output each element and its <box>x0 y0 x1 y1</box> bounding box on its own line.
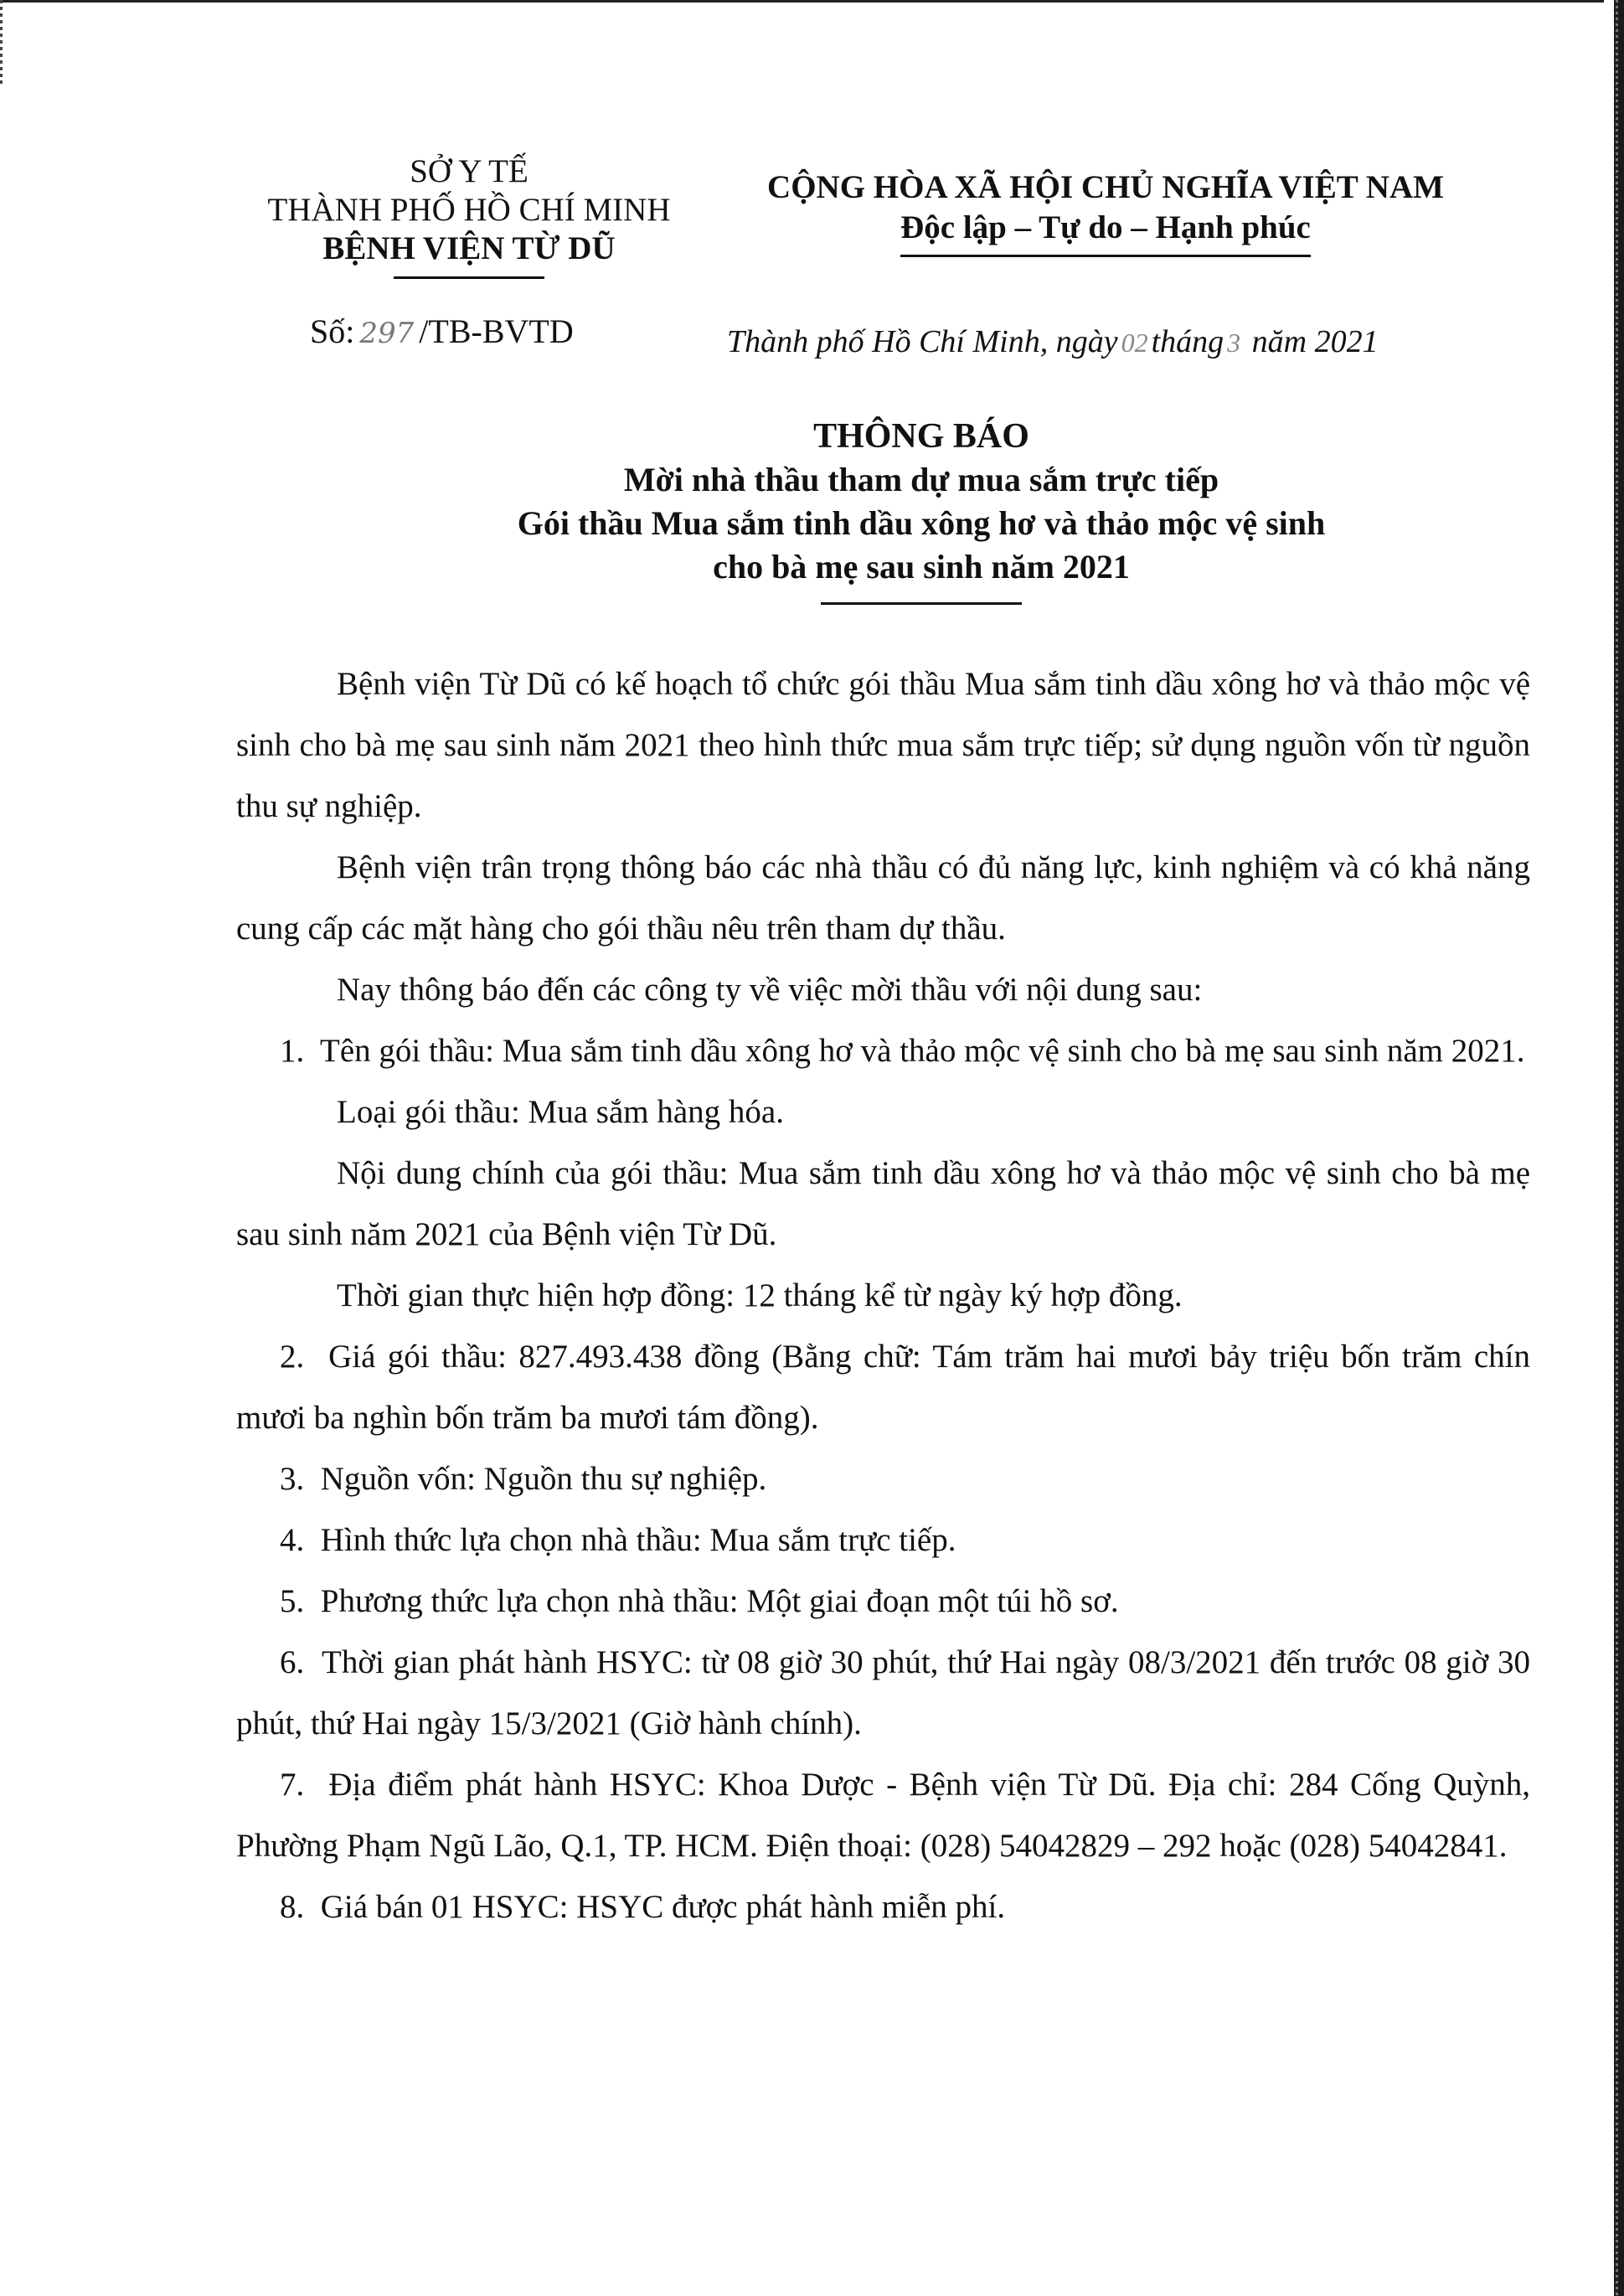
national-title: CỘNG HÒA XÃ HỘI CHỦ NGHĨA VIỆT NAM <box>767 169 1444 205</box>
date-month: 3 <box>1227 328 1241 358</box>
title-sub-3: cho bà mẹ sau sinh năm 2021 <box>713 548 1130 586</box>
list-item <box>236 1632 1530 1754</box>
list-subitem: Loại gói thầu: Mua sắm hàng hóa. <box>337 1094 784 1130</box>
date-day: 02 <box>1121 328 1148 358</box>
item-number: 7. <box>280 1767 305 1803</box>
doc-number-prefix: Số: <box>310 312 355 350</box>
paragraph: Bệnh viện Từ Dũ có kế hoạch tổ chức gói thầu Mua sắm tinh dầu xông hơ và thảo mộc vệ sinh cho bà mẹ sau sinh năm 2021 theo hình thức mua sắm trực tiếp; sử dụng nguồn vốn từ nguồn thu sự nghiệp. <box>236 666 1530 824</box>
item-text: Giá gói thầu: 827.493.438 đồng (Bằng chữ: Tám trăm hai mươi bảy triệu bốn trăm chín mươi ba nghìn bốn trăm ba mươi tám đồng). <box>236 1339 1531 1436</box>
item-number: 5. <box>280 1583 305 1619</box>
list-subitem: Nội dung chính của gói thầu: Mua sắm tinh dầu xông hơ và thảo mộc vệ sinh cho bà mẹ sau sinh năm 2021 của Bệnh viện Từ Dũ. <box>236 1155 1530 1252</box>
list-subitem: Thời gian thực hiện hợp đồng: 12 tháng kể từ ngày ký hợp đồng. <box>337 1277 1183 1313</box>
scan-left-border <box>0 0 3 84</box>
item-number: 4. <box>280 1522 305 1558</box>
notice-title <box>419 415 1424 605</box>
list-item <box>236 1020 1530 1081</box>
national-header <box>737 168 1474 257</box>
title-main: THÔNG BÁO <box>813 417 1029 456</box>
title-underline <box>821 602 1022 605</box>
list-item <box>236 1876 1530 1937</box>
notice-body <box>236 653 1530 1937</box>
item-text: Phương thức lựa chọn nhà thầu: Một giai đoạn một túi hồ sơ. <box>320 1583 1119 1619</box>
list-item <box>236 1754 1530 1876</box>
item-text: Địa điểm phát hành HSYC: Khoa Dược - Bệnh viện Từ Dũ. Địa chỉ: 284 Cống Quỳnh, Phường Phạm Ngũ Lão, Q.1, TP. HCM. Điện thoại: (028) 54042829 – 292 hoặc (028) 54042841. <box>236 1767 1531 1864</box>
item-text: Hình thức lựa chọn nhà thầu: Mua sắm trực tiếp. <box>320 1522 956 1558</box>
list-item <box>236 1509 1530 1571</box>
doc-number-suffix: /TB-BVTD <box>419 312 574 350</box>
agency-underline <box>394 276 544 279</box>
place-date <box>727 323 1379 360</box>
paragraph: Nay thông báo đến các công ty về việc mời thầu với nội dung sau: <box>337 972 1203 1008</box>
agency-line-1: SỞ Y TẾ <box>410 153 528 189</box>
item-text: Nguồn vốn: Nguồn thu sự nghiệp. <box>320 1461 767 1497</box>
agency-name: BỆNH VIỆN TỪ DŨ <box>322 230 616 266</box>
title-sub-2: Gói thầu Mua sắm tinh dầu xông hơ và thảo mộc vệ sinh <box>517 504 1326 542</box>
date-month-label: tháng <box>1151 324 1224 359</box>
national-motto: Độc lập – Tự do – Hạnh phúc <box>900 208 1311 257</box>
issuing-agency-header <box>243 152 695 279</box>
item-text: Tên gói thầu: Mua sắm tinh dầu xông hơ và thảo mộc vệ sinh cho bà mẹ sau sinh năm 2021. <box>320 1033 1525 1069</box>
item-number: 8. <box>280 1889 305 1925</box>
agency-line-2: THÀNH PHỐ HỒ CHÍ MINH <box>267 192 671 228</box>
item-number: 1. <box>280 1033 305 1069</box>
item-number: 2. <box>280 1339 305 1375</box>
list-item <box>236 1571 1530 1632</box>
doc-number-handwritten: 297 <box>359 317 415 350</box>
paragraph: Bệnh viện trân trọng thông báo các nhà thầu có đủ năng lực, kinh nghiệm và có khả năng cung cấp các mặt hàng cho gói thầu nêu trên tham dự thầu. <box>236 849 1530 947</box>
date-year: năm 2021 <box>1251 324 1379 359</box>
item-text: Giá bán 01 HSYC: HSYC được phát hành miễn phí. <box>320 1889 1006 1925</box>
title-sub-1: Mời nhà thầu tham dự mua sắm trực tiếp <box>623 461 1219 498</box>
document-number <box>310 312 574 351</box>
item-text: Thời gian phát hành HSYC: từ 08 giờ 30 phút, thứ Hai ngày 08/3/2021 đến trước 08 giờ 30 phút, thứ Hai ngày 15/3/2021 (Giờ hành chính). <box>236 1644 1531 1741</box>
item-number: 3. <box>280 1461 305 1497</box>
scan-right-edge <box>1614 0 1624 2296</box>
item-number: 6. <box>280 1644 305 1680</box>
place-date-text: Thành phố Hồ Chí Minh, ngày <box>727 324 1118 359</box>
list-item <box>236 1326 1530 1448</box>
list-item <box>236 1448 1530 1509</box>
scan-top-border <box>0 0 1604 3</box>
